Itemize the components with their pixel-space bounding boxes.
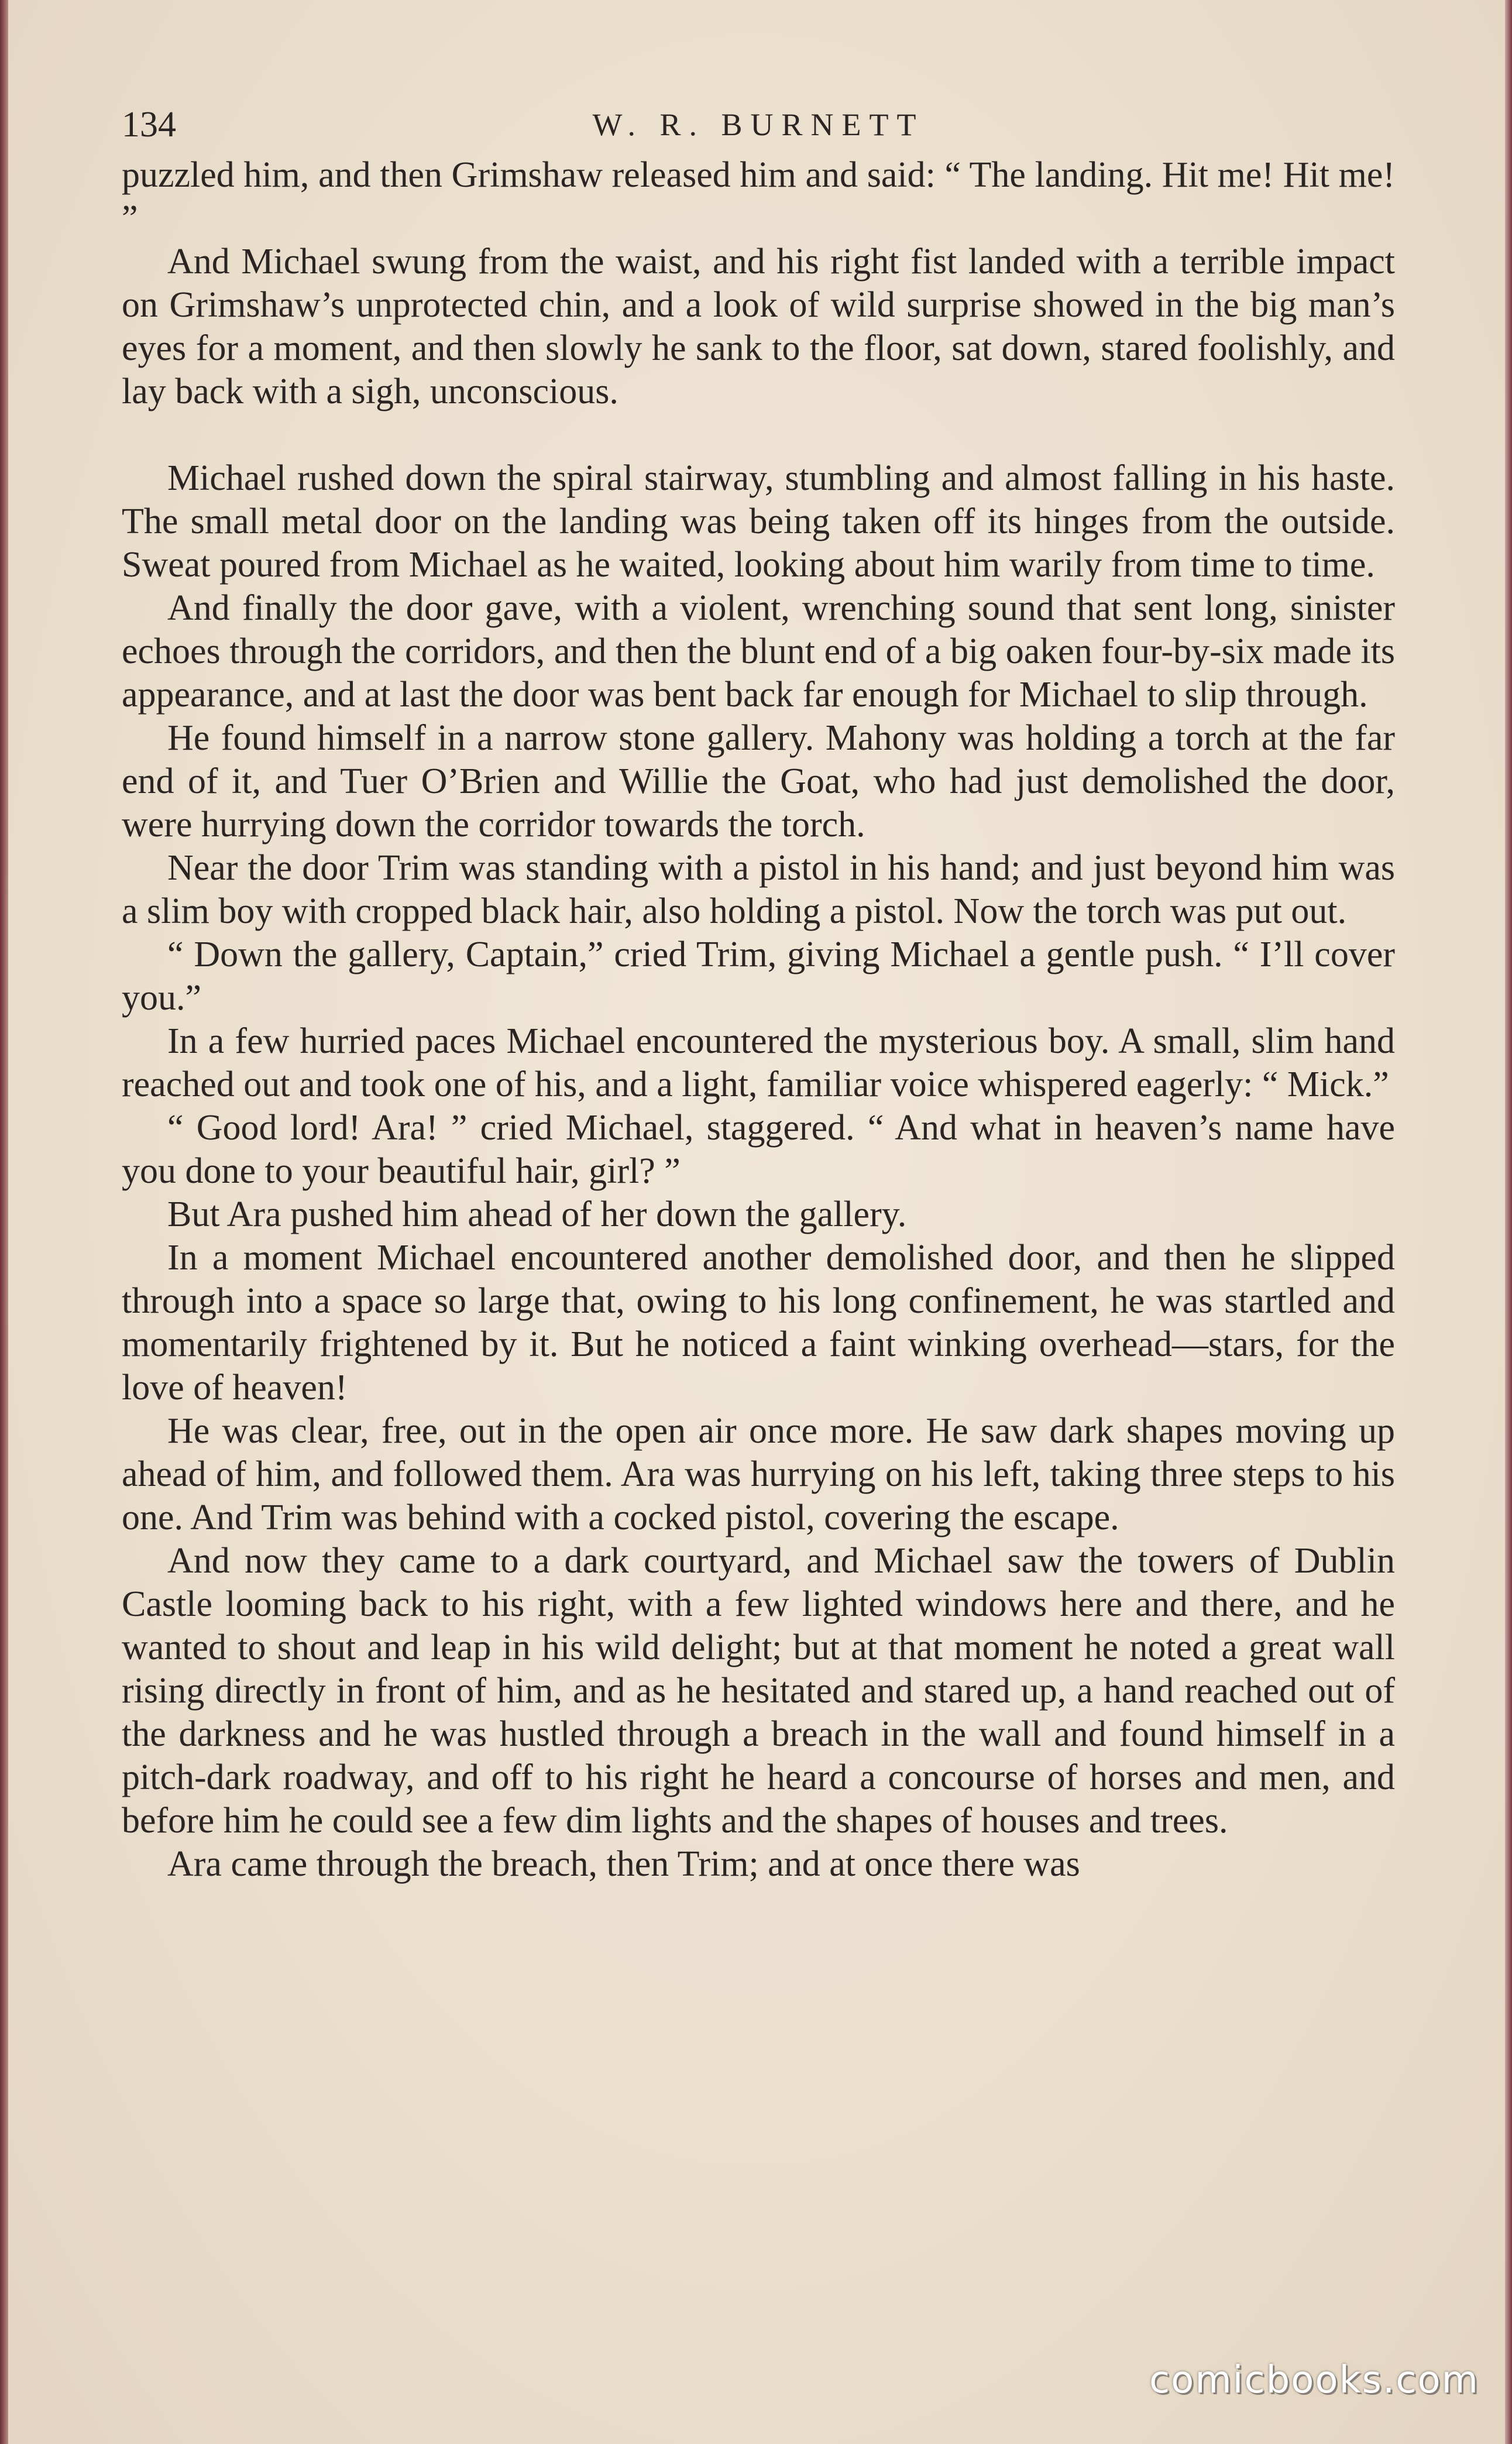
- paragraph: Michael rushed down the spiral stairway, stumbling and almost falling in his haste. The small metal door on the landing was being taken off its hinges from the outside. Sweat poured from Michael as he waited, looking about him warily from time to time.: [122, 458, 1395, 585]
- paragraph: And Michael swung from the waist, and his right fist landed with a terrible impact on Grimshaw’s unprotected chin, and a look of wild surprise showed in the big man’s eyes for a moment, and then slowly he sank to the floor, sat down, stared foolishly, and lay back with a sigh, unconscious.: [122, 242, 1395, 411]
- paragraph: In a few hurried paces Michael encountered the mysterious boy. A small, slim hand reached out and took one of his, and a light, familiar voice whispered eagerly: “ Mick.”: [122, 1021, 1395, 1104]
- paragraph: He found himself in a narrow stone gallery. Mahony was holding a torch at the far end of it, and Tuer O’Brien and Willie the Goat, who had just demolished the door, were hurrying down the corridor towards the torch.: [122, 718, 1395, 845]
- body-text: [122, 153, 1395, 1886]
- paragraph: He was clear, free, out in the open air once more. He saw dark shapes moving up ahead of him, and followed them. Ara was hurrying on his left, taking three steps to his one. And Trim was behind with a cocked pistol, covering the escape.: [122, 1411, 1395, 1537]
- paragraph: puzzled him, and then Grimshaw released him and said: “ The landing. Hit me! Hit me! ”: [122, 155, 1395, 238]
- paragraph: And finally the door gave, with a violent, wrenching sound that sent long, sinister echoes through the corridors, and then the blunt end of a big oaken four-by-six made its appearance, and at last the door was bent back far enough for Michael to slip through.: [122, 588, 1395, 715]
- paragraph: “ Down the gallery, Captain,” cried Trim, giving Michael a gentle push. “ I’ll cover you.”: [122, 935, 1395, 1018]
- paragraph: Near the door Trim was standing with a pistol in his hand; and just beyond him was a slim boy with cropped black hair, also holding a pistol. Now the torch was put out.: [122, 848, 1395, 931]
- paragraph: Ara came through the breach, then Trim; and at once there was: [167, 1844, 1080, 1884]
- paragraph: And now they came to a dark courtyard, and Michael saw the towers of Dublin Castle looming back to his right, with a few lighted windows here and there, and he wanted to shout and leap in his wild delight; but at that moment he noted a great wall rising directly in front of him, and as he hesitated and stared up, a hand reached out of the darkness and he was hustled through a breach in the wall and found himself in a pitch-dark roadway, and off to his right he heard a concourse of horses and men, and before him he could see a few dim lights and the shapes of houses and trees.: [122, 1541, 1395, 1841]
- page-header: [122, 98, 1395, 151]
- running-head: W. R. BURNETT: [592, 107, 925, 142]
- page-edge-left: [0, 0, 8, 2444]
- paragraph: “ Good lord! Ara! ” cried Michael, staggered. “ And what in heaven’s name have you done to your beautiful hair, girl? ”: [122, 1108, 1395, 1191]
- page-edge-right: [1505, 0, 1512, 2444]
- watermark: comicbooks.com: [1149, 2359, 1479, 2402]
- paragraph: But Ara pushed him ahead of her down the gallery.: [167, 1194, 907, 1234]
- paragraph: In a moment Michael encountered another demolished door, and then he slipped through into a space so large that, owing to his long confinement, he was startled and momentarily frightened by it. But he noticed a faint winking overhead—stars, for the love of heaven!: [122, 1238, 1395, 1408]
- page-number: 134: [122, 105, 176, 145]
